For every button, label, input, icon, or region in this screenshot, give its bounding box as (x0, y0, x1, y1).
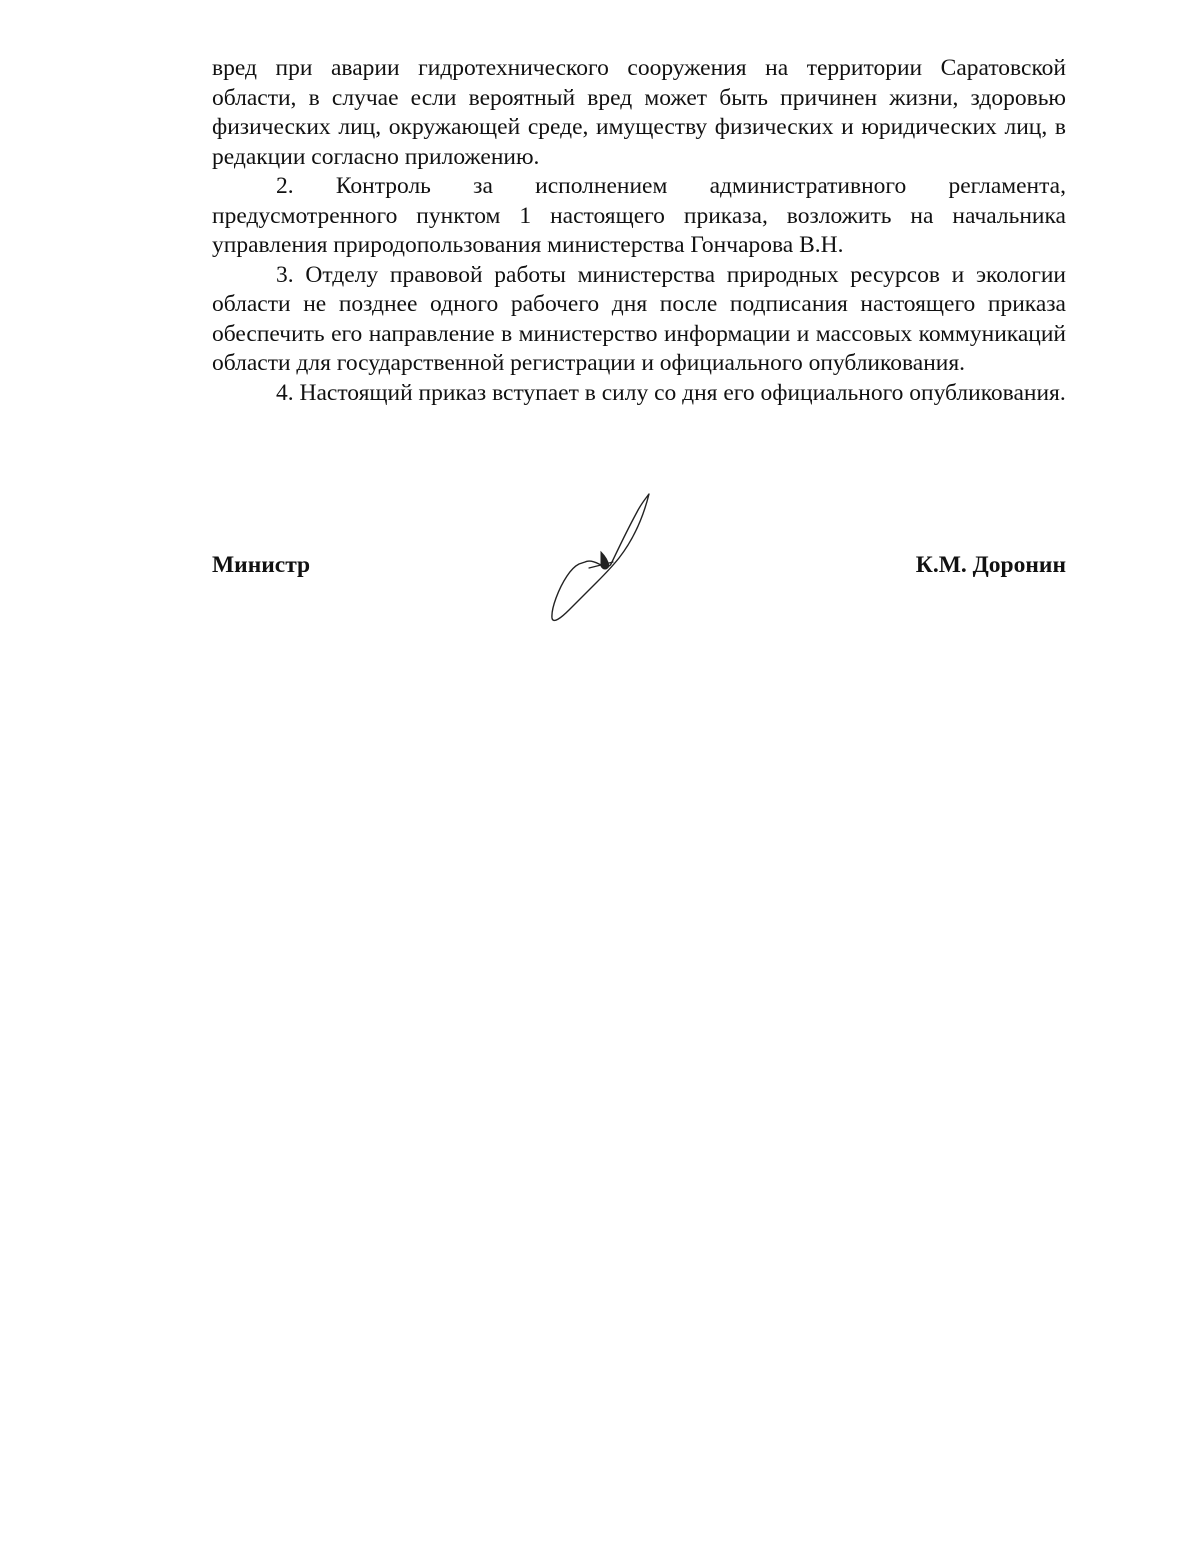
paragraph-1-continuation: вред при аварии гидротехнического сооружения на территории Саратовской области, в случае если вероятный вред может быть причинен жизни, здоровью физических лиц, окружающей среде, имуществу физических и юридических лиц, в редакции согласно приложению. (212, 55, 1066, 170)
signatory-position: Министр (212, 552, 311, 578)
handwritten-signature (545, 488, 660, 628)
document-body (212, 54, 1066, 408)
paragraph-3: 3. Отделу правовой работы министерства природных ресурсов и экологии области не позднее одного рабочего дня после подписания настоящего приказа обеспечить его направление в министерство информации и массовых коммуникаций области для государственной регистрации и официального опубликования. (212, 261, 1066, 376)
signatory-name: К.М. Доронин (915, 552, 1066, 578)
paragraph-2: 2. Контроль за исполнением административного регламента, предусмотренного пунктом 1 настоящего приказа, возложить на начальника управления природопользования министерства Гончарова В.Н. (212, 173, 1066, 258)
paragraph-4: 4. Настоящий приказ вступает в силу со дня его официального опубликования. (276, 379, 1066, 406)
